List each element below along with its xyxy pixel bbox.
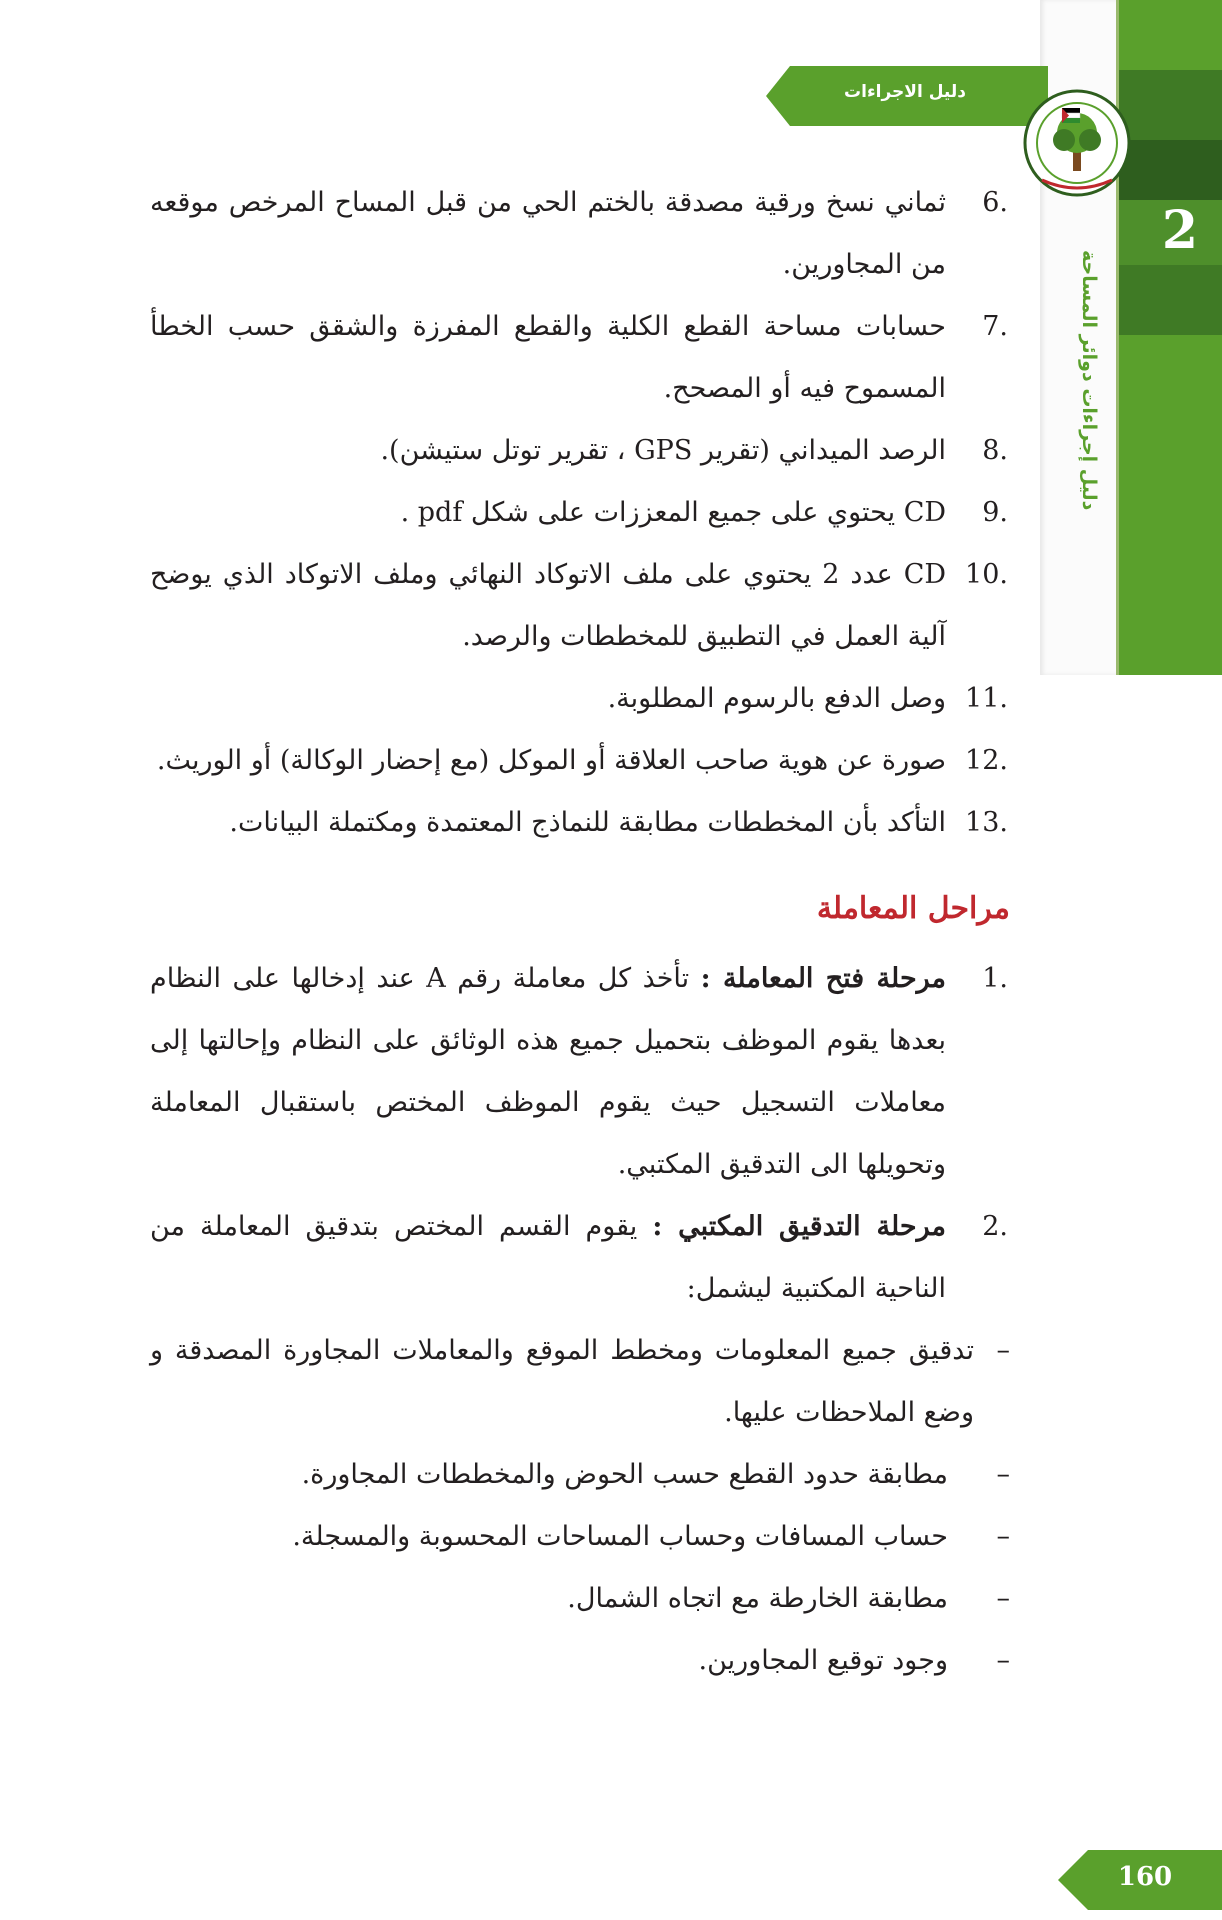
item-number: .9 xyxy=(982,497,1008,528)
bullet-dash: – xyxy=(996,1459,1010,1490)
list-item xyxy=(150,792,1010,854)
check-item xyxy=(150,1506,1010,1568)
check-text: حساب المسافات وحساب المساحات المحسوبة والمسجلة. xyxy=(292,1521,948,1552)
check-item xyxy=(150,1630,1010,1692)
item-number: .13 xyxy=(965,807,1008,838)
check-text: مطابقة الخارطة مع اتجاه الشمال. xyxy=(567,1583,948,1614)
item-number: .7 xyxy=(982,311,1008,342)
list-item xyxy=(150,544,1010,668)
bullet-dash: – xyxy=(996,1521,1010,1552)
item-number: .11 xyxy=(965,683,1008,714)
bullet-dash: – xyxy=(996,1335,1010,1366)
land-authority-logo xyxy=(1022,88,1132,198)
page-number: 160 xyxy=(1117,1862,1173,1892)
list-item xyxy=(150,172,1010,296)
stage-number: .2 xyxy=(982,1211,1008,1242)
stage-text xyxy=(150,948,946,1196)
check-text: وجود توقيع المجاورين. xyxy=(698,1645,948,1676)
item-number: .6 xyxy=(982,187,1008,218)
stage-description: تأخذ كل معاملة رقم A عند إدخالها على النظام بعدها يقوم الموظف بتحميل جميع هذه الوثائق على النظام وإحالتها إلى معاملات التسجيل حيث يقوم الموظف المختص باستقبال المعاملة وتحويلها الى التدقيق المكتبي. xyxy=(150,963,946,1180)
item-text: التأكد بأن المخططات مطابقة للنماذج المعتمدة ومكتملة البيانات. xyxy=(229,807,946,838)
item-number: .12 xyxy=(965,745,1008,776)
item-number: .10 xyxy=(965,559,1008,590)
chapter-number: 2 xyxy=(1161,200,1199,261)
stage-number: .1 xyxy=(982,963,1008,994)
item-text: وصل الدفع بالرسوم المطلوبة. xyxy=(607,683,946,714)
item-number: .8 xyxy=(982,435,1008,466)
stage-item xyxy=(150,1196,1010,1320)
chapter-spine xyxy=(1118,0,1222,675)
list-item xyxy=(150,420,1010,482)
check-item xyxy=(150,1568,1010,1630)
list-item xyxy=(150,668,1010,730)
list-item xyxy=(150,482,1010,544)
item-text: CD يحتوي على جميع المعززات على شكل pdf . xyxy=(400,497,946,528)
item-text: صورة عن هوية صاحب العلاقة أو الموكل (مع إحضار الوكالة) أو الوريث. xyxy=(156,745,946,776)
document-body xyxy=(150,172,1010,1692)
section-heading: مراحل المعاملة xyxy=(816,891,1010,926)
bullet-dash: – xyxy=(996,1645,1010,1676)
item-text: حسابات مساحة القطع الكلية والقطع المفرزة والشقق حسب الخطأ المسموح فيه أو المصحح. xyxy=(150,311,946,404)
stage-label: مرحلة فتح المعاملة : xyxy=(700,963,946,994)
stage-description: يقوم القسم المختص بتدقيق المعاملة من الناحية المكتبية ليشمل: xyxy=(150,1211,946,1304)
check-text: مطابقة حدود القطع حسب الحوض والمخططات المجاورة. xyxy=(301,1459,948,1490)
check-text: تدقيق جميع المعلومات ومخطط الموقع والمعاملات المجاورة المصدقة و وضع الملاحظات عليها. xyxy=(150,1335,974,1428)
item-text: CD عدد 2 يحتوي على ملف الاتوكاد النهائي وملف الاتوكاد الذي يوضح آلية العمل في التطبيق للمخططات والرصد. xyxy=(150,559,946,652)
item-text: ثماني نسخ ورقية مصدقة بالختم الحي من قبل المساح المرخص موقعه من المجاورين. xyxy=(150,187,946,280)
list-item xyxy=(150,730,1010,792)
side-title: دليل إجراءات دوائر المساحة xyxy=(1078,249,1100,511)
header-title: دليل الاجراءات xyxy=(844,82,966,102)
stage-label: مرحلة التدقيق المكتبي : xyxy=(652,1211,946,1242)
bullet-dash: – xyxy=(996,1583,1010,1614)
stage-text xyxy=(150,1196,946,1320)
item-text: الرصد الميداني (تقرير GPS ، تقرير توتل ستيشن). xyxy=(380,435,946,466)
list-item xyxy=(150,296,1010,420)
check-item xyxy=(150,1444,1010,1506)
stage-item xyxy=(150,948,1010,1196)
check-item xyxy=(150,1320,1010,1444)
